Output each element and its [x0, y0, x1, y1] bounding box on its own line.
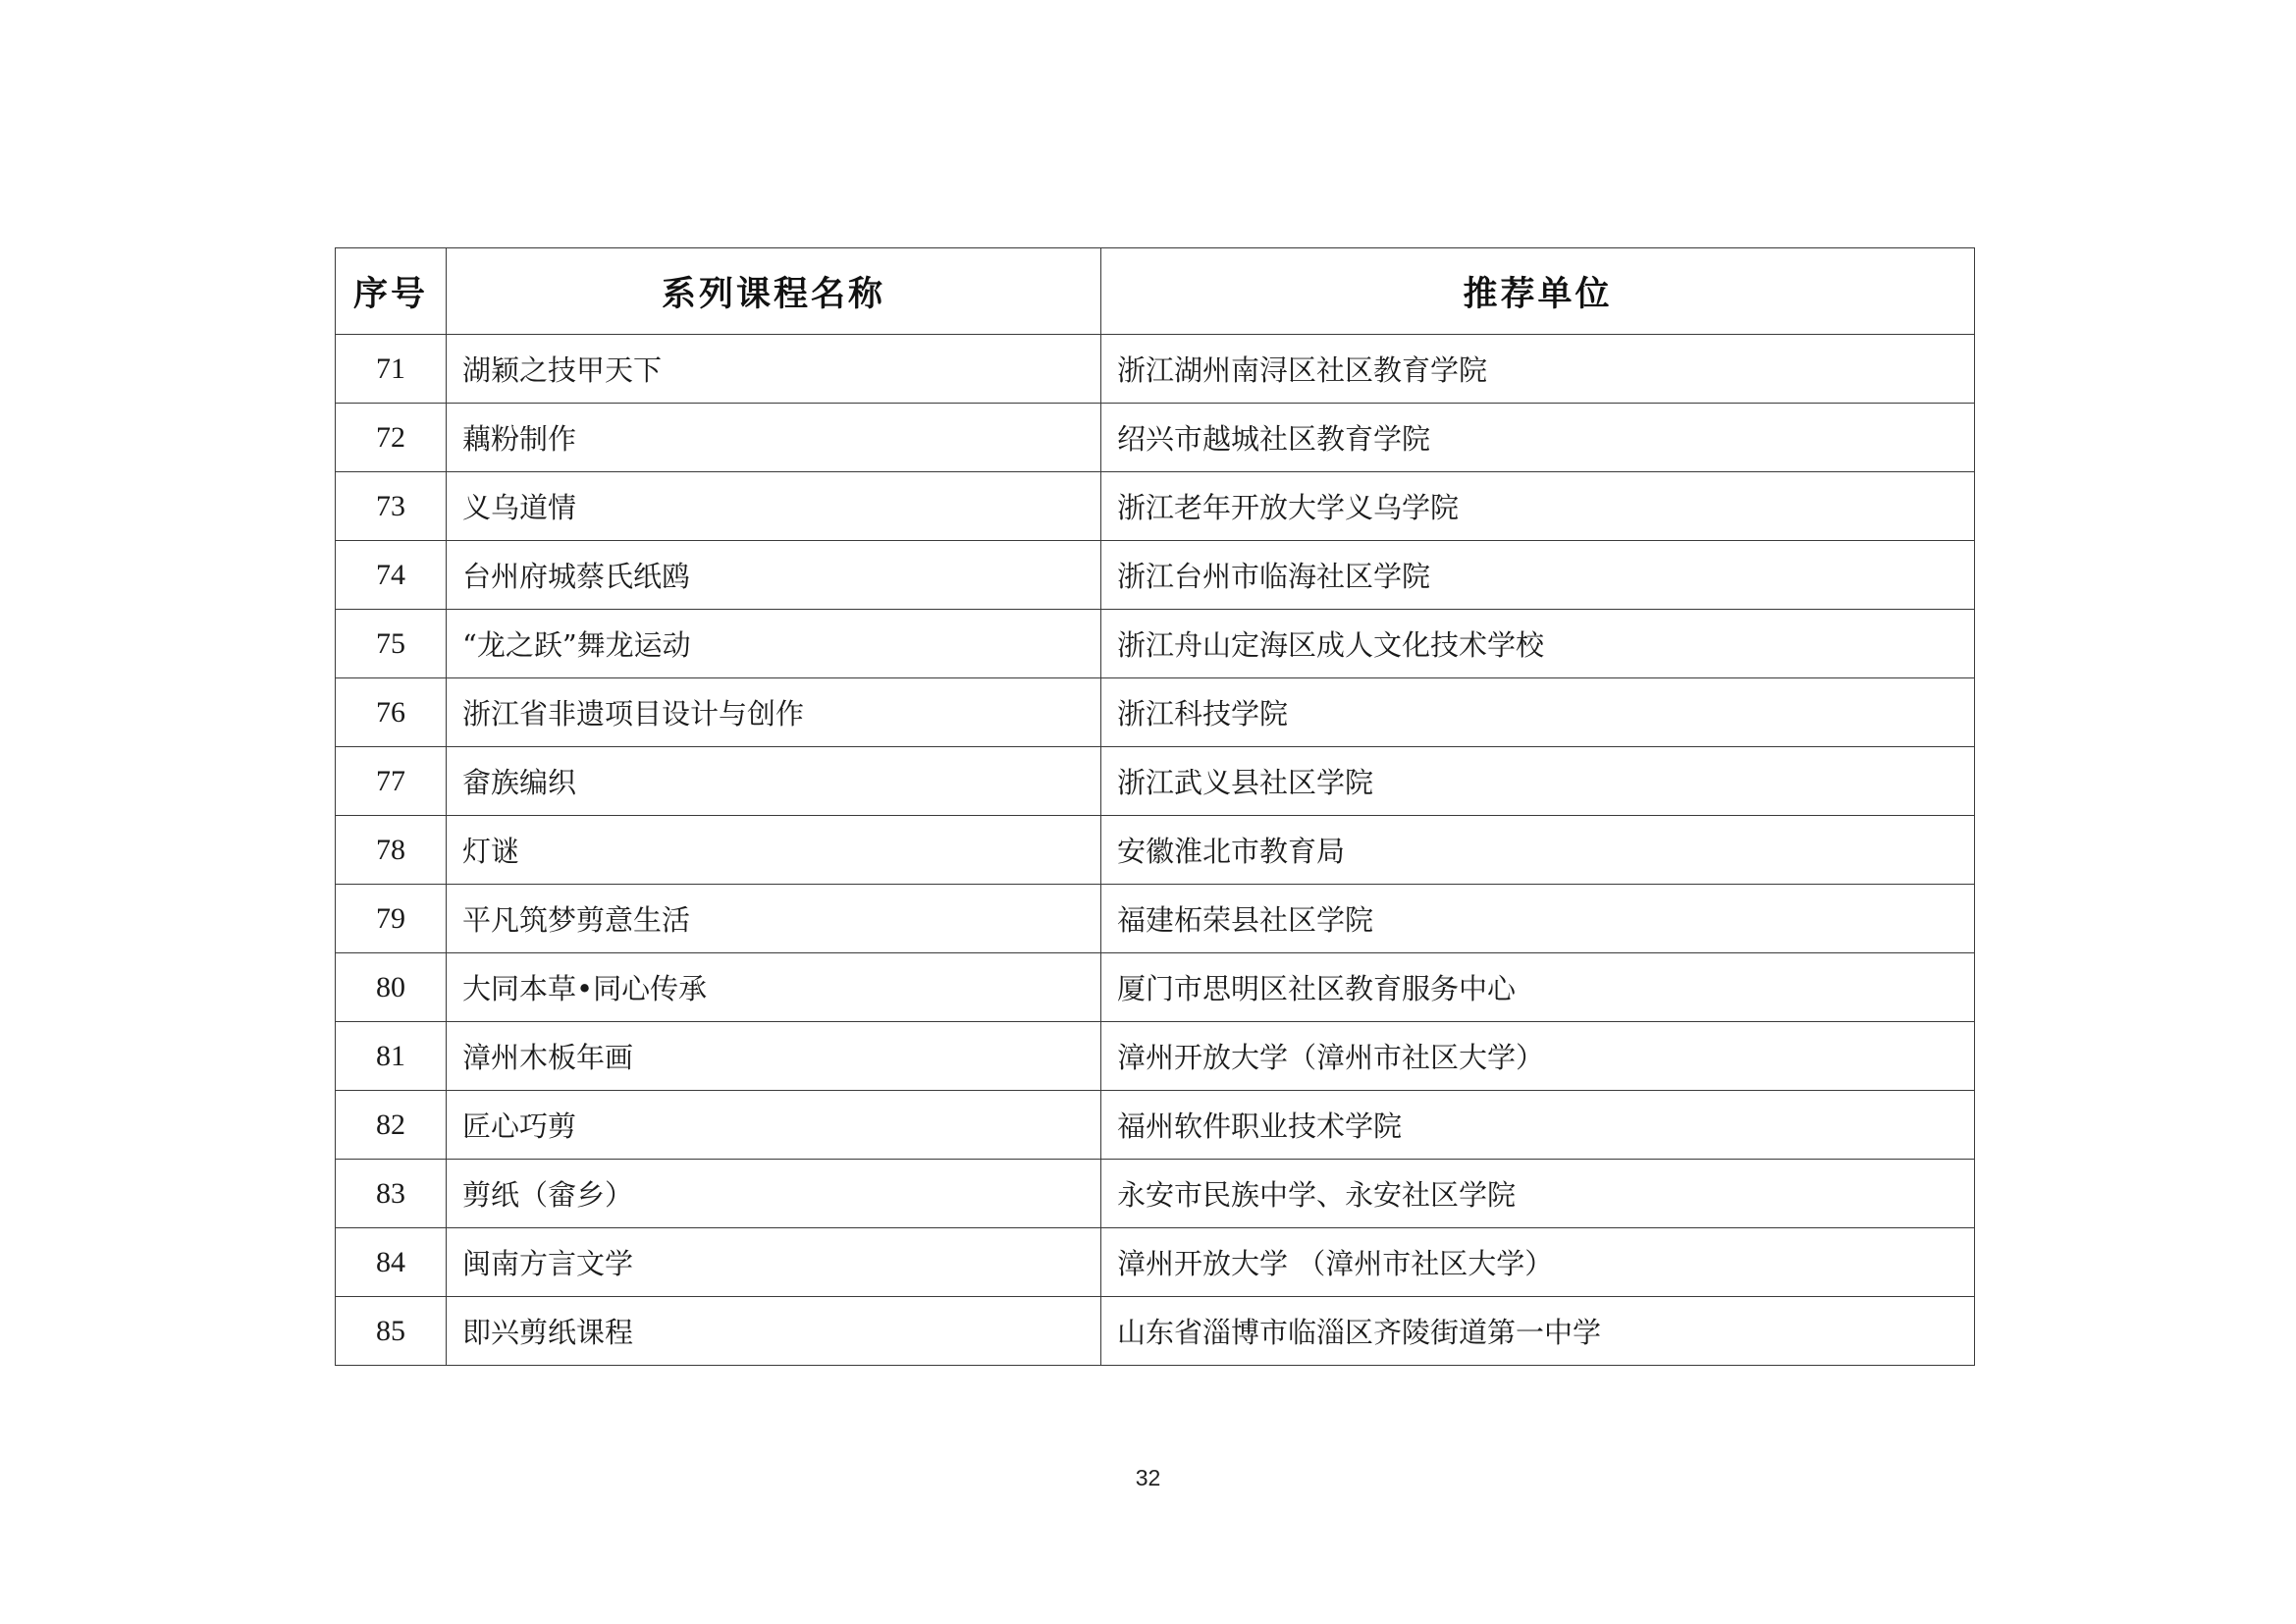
row-recommending-unit: 福建柘荣县社区学院 — [1101, 885, 1975, 953]
row-recommending-unit: 浙江湖州南浔区社区教育学院 — [1101, 335, 1975, 404]
row-course-name: 剪纸（畲乡） — [447, 1160, 1101, 1228]
row-seq: 85 — [336, 1297, 447, 1366]
row-seq: 81 — [336, 1022, 447, 1091]
header-seq: 序号 — [336, 248, 447, 335]
row-recommending-unit: 绍兴市越城社区教育学院 — [1101, 404, 1975, 472]
row-course-name: 闽南方言文学 — [447, 1228, 1101, 1297]
row-course-name: 义乌道情 — [447, 472, 1101, 541]
row-recommending-unit: 漳州开放大学 （漳州市社区大学） — [1101, 1228, 1975, 1297]
row-course-name: 漳州木板年画 — [447, 1022, 1101, 1091]
row-seq: 74 — [336, 541, 447, 610]
table-row — [336, 816, 1975, 885]
header-recommending-unit: 推荐单位 — [1101, 248, 1975, 335]
row-seq: 71 — [336, 335, 447, 404]
row-seq: 75 — [336, 610, 447, 678]
row-recommending-unit: 浙江科技学院 — [1101, 678, 1975, 747]
course-table — [335, 247, 1975, 1366]
row-recommending-unit: 浙江台州市临海社区学院 — [1101, 541, 1975, 610]
row-recommending-unit: 福州软件职业技术学院 — [1101, 1091, 1975, 1160]
row-recommending-unit: 浙江武义县社区学院 — [1101, 747, 1975, 816]
table-row — [336, 541, 1975, 610]
row-course-name: 台州府城蔡氏纸鸥 — [447, 541, 1101, 610]
table-row — [336, 1228, 1975, 1297]
row-seq: 78 — [336, 816, 447, 885]
row-course-name: “龙之跃”舞龙运动 — [447, 610, 1101, 678]
table-row — [336, 1160, 1975, 1228]
row-seq: 83 — [336, 1160, 447, 1228]
table-body — [336, 335, 1975, 1366]
row-recommending-unit: 山东省淄博市临淄区齐陵街道第一中学 — [1101, 1297, 1975, 1366]
row-recommending-unit: 浙江老年开放大学义乌学院 — [1101, 472, 1975, 541]
row-course-name: 即兴剪纸课程 — [447, 1297, 1101, 1366]
table-row — [336, 1297, 1975, 1366]
row-course-name: 匠心巧剪 — [447, 1091, 1101, 1160]
row-course-name: 平凡筑梦剪意生活 — [447, 885, 1101, 953]
header-course-name: 系列课程名称 — [447, 248, 1101, 335]
row-course-name: 灯谜 — [447, 816, 1101, 885]
table-row — [336, 1091, 1975, 1160]
row-seq: 76 — [336, 678, 447, 747]
row-recommending-unit: 浙江舟山定海区成人文化技术学校 — [1101, 610, 1975, 678]
row-course-name: 畲族编织 — [447, 747, 1101, 816]
table-header-row — [336, 248, 1975, 335]
row-course-name: 湖颖之技甲天下 — [447, 335, 1101, 404]
row-course-name: 大同本草•同心传承 — [447, 953, 1101, 1022]
row-recommending-unit: 永安市民族中学、永安社区学院 — [1101, 1160, 1975, 1228]
row-seq: 80 — [336, 953, 447, 1022]
row-seq: 79 — [336, 885, 447, 953]
table-row — [336, 953, 1975, 1022]
row-seq: 82 — [336, 1091, 447, 1160]
table-row — [336, 335, 1975, 404]
row-seq: 73 — [336, 472, 447, 541]
table-row — [336, 747, 1975, 816]
row-seq: 77 — [336, 747, 447, 816]
row-seq: 84 — [336, 1228, 447, 1297]
row-recommending-unit: 安徽淮北市教育局 — [1101, 816, 1975, 885]
row-course-name: 浙江省非遗项目设计与创作 — [447, 678, 1101, 747]
row-recommending-unit: 漳州开放大学（漳州市社区大学） — [1101, 1022, 1975, 1091]
table-row — [336, 1022, 1975, 1091]
table-row — [336, 885, 1975, 953]
row-recommending-unit: 厦门市思明区社区教育服务中心 — [1101, 953, 1975, 1022]
page-number: 32 — [1135, 1465, 1161, 1490]
table-row — [336, 404, 1975, 472]
table-row — [336, 678, 1975, 747]
table-row — [336, 610, 1975, 678]
row-course-name: 藕粉制作 — [447, 404, 1101, 472]
table-row — [336, 472, 1975, 541]
row-seq: 72 — [336, 404, 447, 472]
